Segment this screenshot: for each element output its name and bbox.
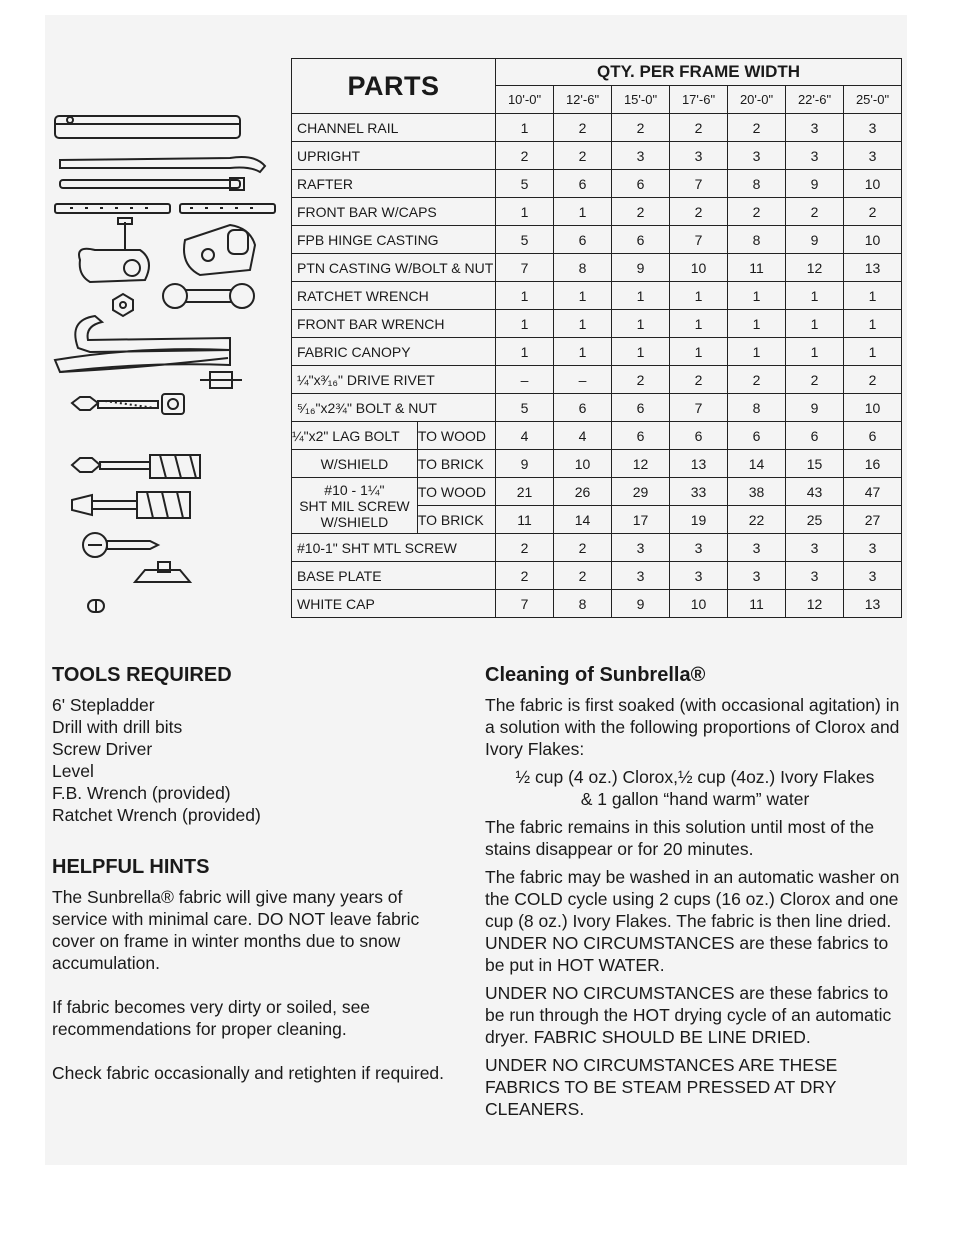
table-row	[292, 114, 902, 142]
table-cell: 6	[612, 422, 670, 450]
tools-list	[52, 694, 452, 826]
table-row	[292, 562, 902, 590]
width-header: 10'-0"	[496, 86, 554, 114]
cleaning-paragraph: The fabric remains in this solution until most of the stains disappear or for 20 minutes.	[485, 817, 875, 859]
table-cell: 2	[612, 366, 670, 394]
table-row	[292, 590, 902, 618]
table-cell: 3	[786, 114, 844, 142]
table-cell: 6	[554, 226, 612, 254]
cleaning-paragraph: UNDER NO CIRCUMSTANCES are these fabrics to be run through the HOT drying cycle of an automatic dryer. FABRIC SHOULD BE LINE DRIED.	[485, 983, 892, 1047]
table-row	[292, 170, 902, 198]
hinge-casting-drawing-icon	[79, 218, 149, 282]
width-header: 12'-6"	[554, 86, 612, 114]
table-row	[292, 310, 902, 338]
table-cell: 10	[670, 590, 728, 618]
sheet-screw-label	[292, 478, 418, 534]
ratchet-wrench-drawing-icon	[163, 284, 254, 308]
fabric-canopy-drawing-icon	[55, 349, 230, 372]
table-cell: 13	[844, 590, 902, 618]
to-wood-label: TO WOOD	[417, 422, 495, 450]
table-cell: 2	[496, 562, 554, 590]
table-cell: 12	[786, 254, 844, 282]
table-cell: 2	[496, 142, 554, 170]
table-cell: 2	[670, 366, 728, 394]
ptn-casting-drawing-icon	[184, 225, 255, 275]
table-cell: 12	[612, 450, 670, 478]
tool-item: Ratchet Wrench (provided)	[52, 805, 261, 825]
tools-heading: TOOLS REQUIRED	[52, 664, 232, 686]
part-name: #10-1" SHT MTL SCREW	[292, 534, 496, 562]
sheet-metal-screw-shield-drawing-icon	[72, 492, 190, 518]
hints-heading: HELPFUL HINTS	[52, 856, 210, 878]
front-bar-drawing-icon	[55, 204, 275, 213]
table-cell: 1	[612, 282, 670, 310]
table-cell: 3	[670, 562, 728, 590]
table-cell: 47	[844, 478, 902, 506]
table-cell: 21	[496, 478, 554, 506]
width-header: 17'-6"	[670, 86, 728, 114]
table-cell: 3	[844, 142, 902, 170]
table-cell: 1	[496, 338, 554, 366]
table-cell: 7	[670, 394, 728, 422]
table-cell: 6	[844, 422, 902, 450]
part-name: FRONT BAR WRENCH	[292, 310, 496, 338]
table-cell: 38	[728, 478, 786, 506]
table-cell: 1	[786, 282, 844, 310]
table-row	[292, 282, 902, 310]
table-cell: 10	[844, 170, 902, 198]
table-cell: 3	[612, 142, 670, 170]
table-cell: 6	[612, 226, 670, 254]
lag-bolt-drawing-icon	[72, 455, 200, 478]
tool-item: Level	[52, 761, 94, 781]
table-cell: 6	[612, 394, 670, 422]
table-row	[292, 366, 902, 394]
bolt-and-nut-drawing-icon	[72, 394, 184, 414]
table-cell: 3	[728, 534, 786, 562]
hints-paragraph: Check fabric occasionally and retighten if required.	[52, 1063, 445, 1083]
table-cell: 1	[728, 310, 786, 338]
to-brick-label: TO BRICK	[417, 450, 495, 478]
parts-title: PARTS	[292, 59, 496, 114]
table-cell: 4	[554, 422, 612, 450]
table-cell: 2	[554, 562, 612, 590]
table-cell: 10	[554, 450, 612, 478]
table-cell: 2	[612, 198, 670, 226]
tool-item: 6' Stepladder	[52, 695, 155, 715]
table-cell: –	[496, 366, 554, 394]
table-row	[292, 534, 902, 562]
upright-drawing-icon	[60, 157, 265, 172]
tool-item: F.B. Wrench (provided)	[52, 783, 231, 803]
table-cell: 1	[844, 310, 902, 338]
table-cell: 1	[786, 338, 844, 366]
table-row	[292, 338, 902, 366]
table-cell: 11	[496, 506, 554, 534]
table-cell: 11	[728, 590, 786, 618]
table-cell: 5	[496, 394, 554, 422]
cleaning-paragraph: UNDER NO CIRCUMSTANCES ARE THESE FABRICS TO BE STEAM PRESSED AT DRY CLEANERS.	[485, 1055, 838, 1119]
width-header: 22'-6"	[786, 86, 844, 114]
table-cell: 9	[612, 254, 670, 282]
table-row	[292, 394, 902, 422]
part-name: FPB HINGE CASTING	[292, 226, 496, 254]
table-cell: 6	[728, 422, 786, 450]
table-cell: 2	[612, 114, 670, 142]
lag-bolt-brick-row	[292, 450, 902, 478]
base-plate-drawing-icon	[135, 562, 190, 582]
right-column	[485, 664, 905, 1126]
sheet-screw-label-line: #10 - 1¼"	[324, 481, 385, 498]
qty-header: QTY. PER FRAME WIDTH	[496, 59, 902, 86]
table-cell: 3	[728, 562, 786, 590]
table-cell: 27	[844, 506, 902, 534]
tool-item: Screw Driver	[52, 739, 153, 759]
table-cell: 15	[786, 450, 844, 478]
table-cell: 2	[670, 114, 728, 142]
parts-illustrations	[50, 110, 280, 630]
table-cell: 2	[844, 366, 902, 394]
part-name: FRONT BAR W/CAPS	[292, 198, 496, 226]
table-cell: 9	[786, 170, 844, 198]
table-cell: 1	[496, 114, 554, 142]
sheet-screw-wood-row	[292, 478, 902, 506]
table-cell: 7	[670, 170, 728, 198]
lag-bolt-wood-row	[292, 422, 902, 450]
table-cell: 14	[554, 506, 612, 534]
table-cell: 26	[554, 478, 612, 506]
front-bar-wrench-drawing-icon	[75, 316, 230, 352]
table-cell: 4	[496, 422, 554, 450]
table-cell: 12	[786, 590, 844, 618]
part-name: ⁵⁄₁₆"x2¾" BOLT & NUT	[292, 394, 496, 422]
to-wood-label: TO WOOD	[417, 478, 495, 506]
table-cell: 9	[496, 450, 554, 478]
table-cell: 2	[786, 198, 844, 226]
table-cell: 10	[844, 226, 902, 254]
tool-item: Drill with drill bits	[52, 717, 183, 737]
sheet-screw-label-line: SHT MIL SCREW	[299, 497, 410, 514]
table-cell: 3	[670, 142, 728, 170]
table-cell: 1	[612, 310, 670, 338]
cleaning-paragraph: The fabric is first soaked (with occasional agitation) in a solution with the following proportions of Clorox and Ivory Flakes:	[485, 695, 900, 759]
cleaning-paragraph: The fabric may be washed in an automatic washer on the COLD cycle using 2 cups (16 oz.) Clorox and one cup (8 oz.) Ivory Flakes. The fabric is then line dried. UNDER NO CIRCUMSTANCES are these fabrics to be put in HOT WATER.	[485, 867, 900, 975]
table-cell: 1	[844, 338, 902, 366]
table-cell: 3	[786, 142, 844, 170]
table-cell: –	[554, 366, 612, 394]
table-cell: 1	[554, 198, 612, 226]
table-cell: 9	[786, 394, 844, 422]
table-cell: 1	[496, 282, 554, 310]
table-cell: 1	[786, 310, 844, 338]
white-cap-drawing-icon	[88, 600, 104, 612]
table-cell: 1	[670, 282, 728, 310]
table-cell: 6	[554, 170, 612, 198]
table-cell: 2	[728, 366, 786, 394]
table-cell: 10	[844, 394, 902, 422]
table-cell: 8	[728, 226, 786, 254]
table-cell: 6	[670, 422, 728, 450]
table-cell: 2	[554, 114, 612, 142]
table-cell: 8	[728, 170, 786, 198]
drive-rivet-drawing-icon	[200, 372, 242, 388]
table-cell: 8	[554, 590, 612, 618]
table-cell: 1	[612, 338, 670, 366]
table-cell: 13	[844, 254, 902, 282]
table-cell: 1	[554, 310, 612, 338]
table-cell: 3	[844, 114, 902, 142]
parts-table	[291, 58, 902, 618]
part-name: CHANNEL RAIL	[292, 114, 496, 142]
table-cell: 8	[728, 394, 786, 422]
part-name: RATCHET WRENCH	[292, 282, 496, 310]
recipe-line: & 1 gallon “hand warm” water	[580, 789, 810, 809]
table-cell: 1	[728, 282, 786, 310]
table-cell: 13	[670, 450, 728, 478]
table-cell: 10	[670, 254, 728, 282]
channel-rail-drawing-icon	[55, 116, 240, 138]
sheet-screw-label-line: W/SHIELD	[320, 513, 389, 530]
table-cell: 3	[786, 562, 844, 590]
table-cell: 6	[554, 394, 612, 422]
table-cell: 25	[786, 506, 844, 534]
table-cell: 8	[554, 254, 612, 282]
table-cell: 1	[844, 282, 902, 310]
lag-bolt-label: ¼"x2" LAG BOLT	[292, 422, 418, 450]
table-cell: 2	[786, 366, 844, 394]
table-row	[292, 226, 902, 254]
table-cell: 9	[612, 590, 670, 618]
table-cell: 14	[728, 450, 786, 478]
part-name: ¼"x³⁄₁₆" DRIVE RIVET	[292, 366, 496, 394]
part-name: RAFTER	[292, 170, 496, 198]
part-name: FABRIC CANOPY	[292, 338, 496, 366]
table-row	[292, 142, 902, 170]
table-cell: 33	[670, 478, 728, 506]
table-cell: 2	[728, 114, 786, 142]
table-cell: 19	[670, 506, 728, 534]
table-cell: 16	[844, 450, 902, 478]
table-cell: 2	[554, 142, 612, 170]
table-cell: 1	[496, 198, 554, 226]
table-cell: 3	[844, 534, 902, 562]
recipe-line: ½ cup (4 oz.) Clorox,½ cup (4oz.) Ivory Flakes	[515, 767, 875, 787]
cleaning-heading: Cleaning of Sunbrella®	[485, 664, 706, 686]
table-cell: 5	[496, 226, 554, 254]
sheet-metal-screw-drawing-icon	[83, 533, 158, 557]
table-cell: 1	[554, 338, 612, 366]
table-cell: 5	[496, 170, 554, 198]
cleaning-recipe	[485, 766, 905, 810]
table-cell: 7	[670, 226, 728, 254]
table-cell: 29	[612, 478, 670, 506]
table-row	[292, 198, 902, 226]
table-cell: 7	[496, 590, 554, 618]
hints-paragraph: The Sunbrella® fabric will give many years of service with minimal care. DO NOT leave fabric cover on frame in winter months due to snow accumulation.	[52, 887, 420, 973]
table-cell: 2	[728, 198, 786, 226]
part-name: WHITE CAP	[292, 590, 496, 618]
table-cell: 1	[670, 338, 728, 366]
part-name: BASE PLATE	[292, 562, 496, 590]
to-brick-label: TO BRICK	[417, 506, 495, 534]
table-cell: 1	[670, 310, 728, 338]
table-cell: 9	[786, 226, 844, 254]
table-cell: 7	[496, 254, 554, 282]
table-cell: 1	[728, 338, 786, 366]
width-header: 25'-0"	[844, 86, 902, 114]
table-cell: 1	[496, 310, 554, 338]
table-cell: 3	[670, 534, 728, 562]
table-cell: 43	[786, 478, 844, 506]
table-cell: 6	[612, 170, 670, 198]
table-cell: 3	[844, 562, 902, 590]
table-cell: 22	[728, 506, 786, 534]
table-row	[292, 254, 902, 282]
lag-bolt-shield-label: W/SHIELD	[292, 450, 418, 478]
nut-drawing-icon	[113, 294, 133, 316]
hints-paragraph: If fabric becomes very dirty or soiled, see recommendations for proper cleaning.	[52, 997, 371, 1039]
table-cell: 3	[786, 534, 844, 562]
table-cell: 3	[728, 142, 786, 170]
table-cell: 2	[554, 534, 612, 562]
part-name: UPRIGHT	[292, 142, 496, 170]
table-cell: 17	[612, 506, 670, 534]
table-cell: 1	[554, 282, 612, 310]
width-header: 15'-0"	[612, 86, 670, 114]
rafter-drawing-icon	[60, 178, 244, 190]
left-column	[52, 664, 452, 1084]
table-cell: 2	[496, 534, 554, 562]
table-cell: 3	[612, 562, 670, 590]
table-cell: 6	[786, 422, 844, 450]
table-cell: 11	[728, 254, 786, 282]
table-cell: 2	[844, 198, 902, 226]
table-cell: 2	[670, 198, 728, 226]
part-name: PTN CASTING W/BOLT & NUT	[292, 254, 496, 282]
width-header: 20'-0"	[728, 86, 786, 114]
table-cell: 3	[612, 534, 670, 562]
